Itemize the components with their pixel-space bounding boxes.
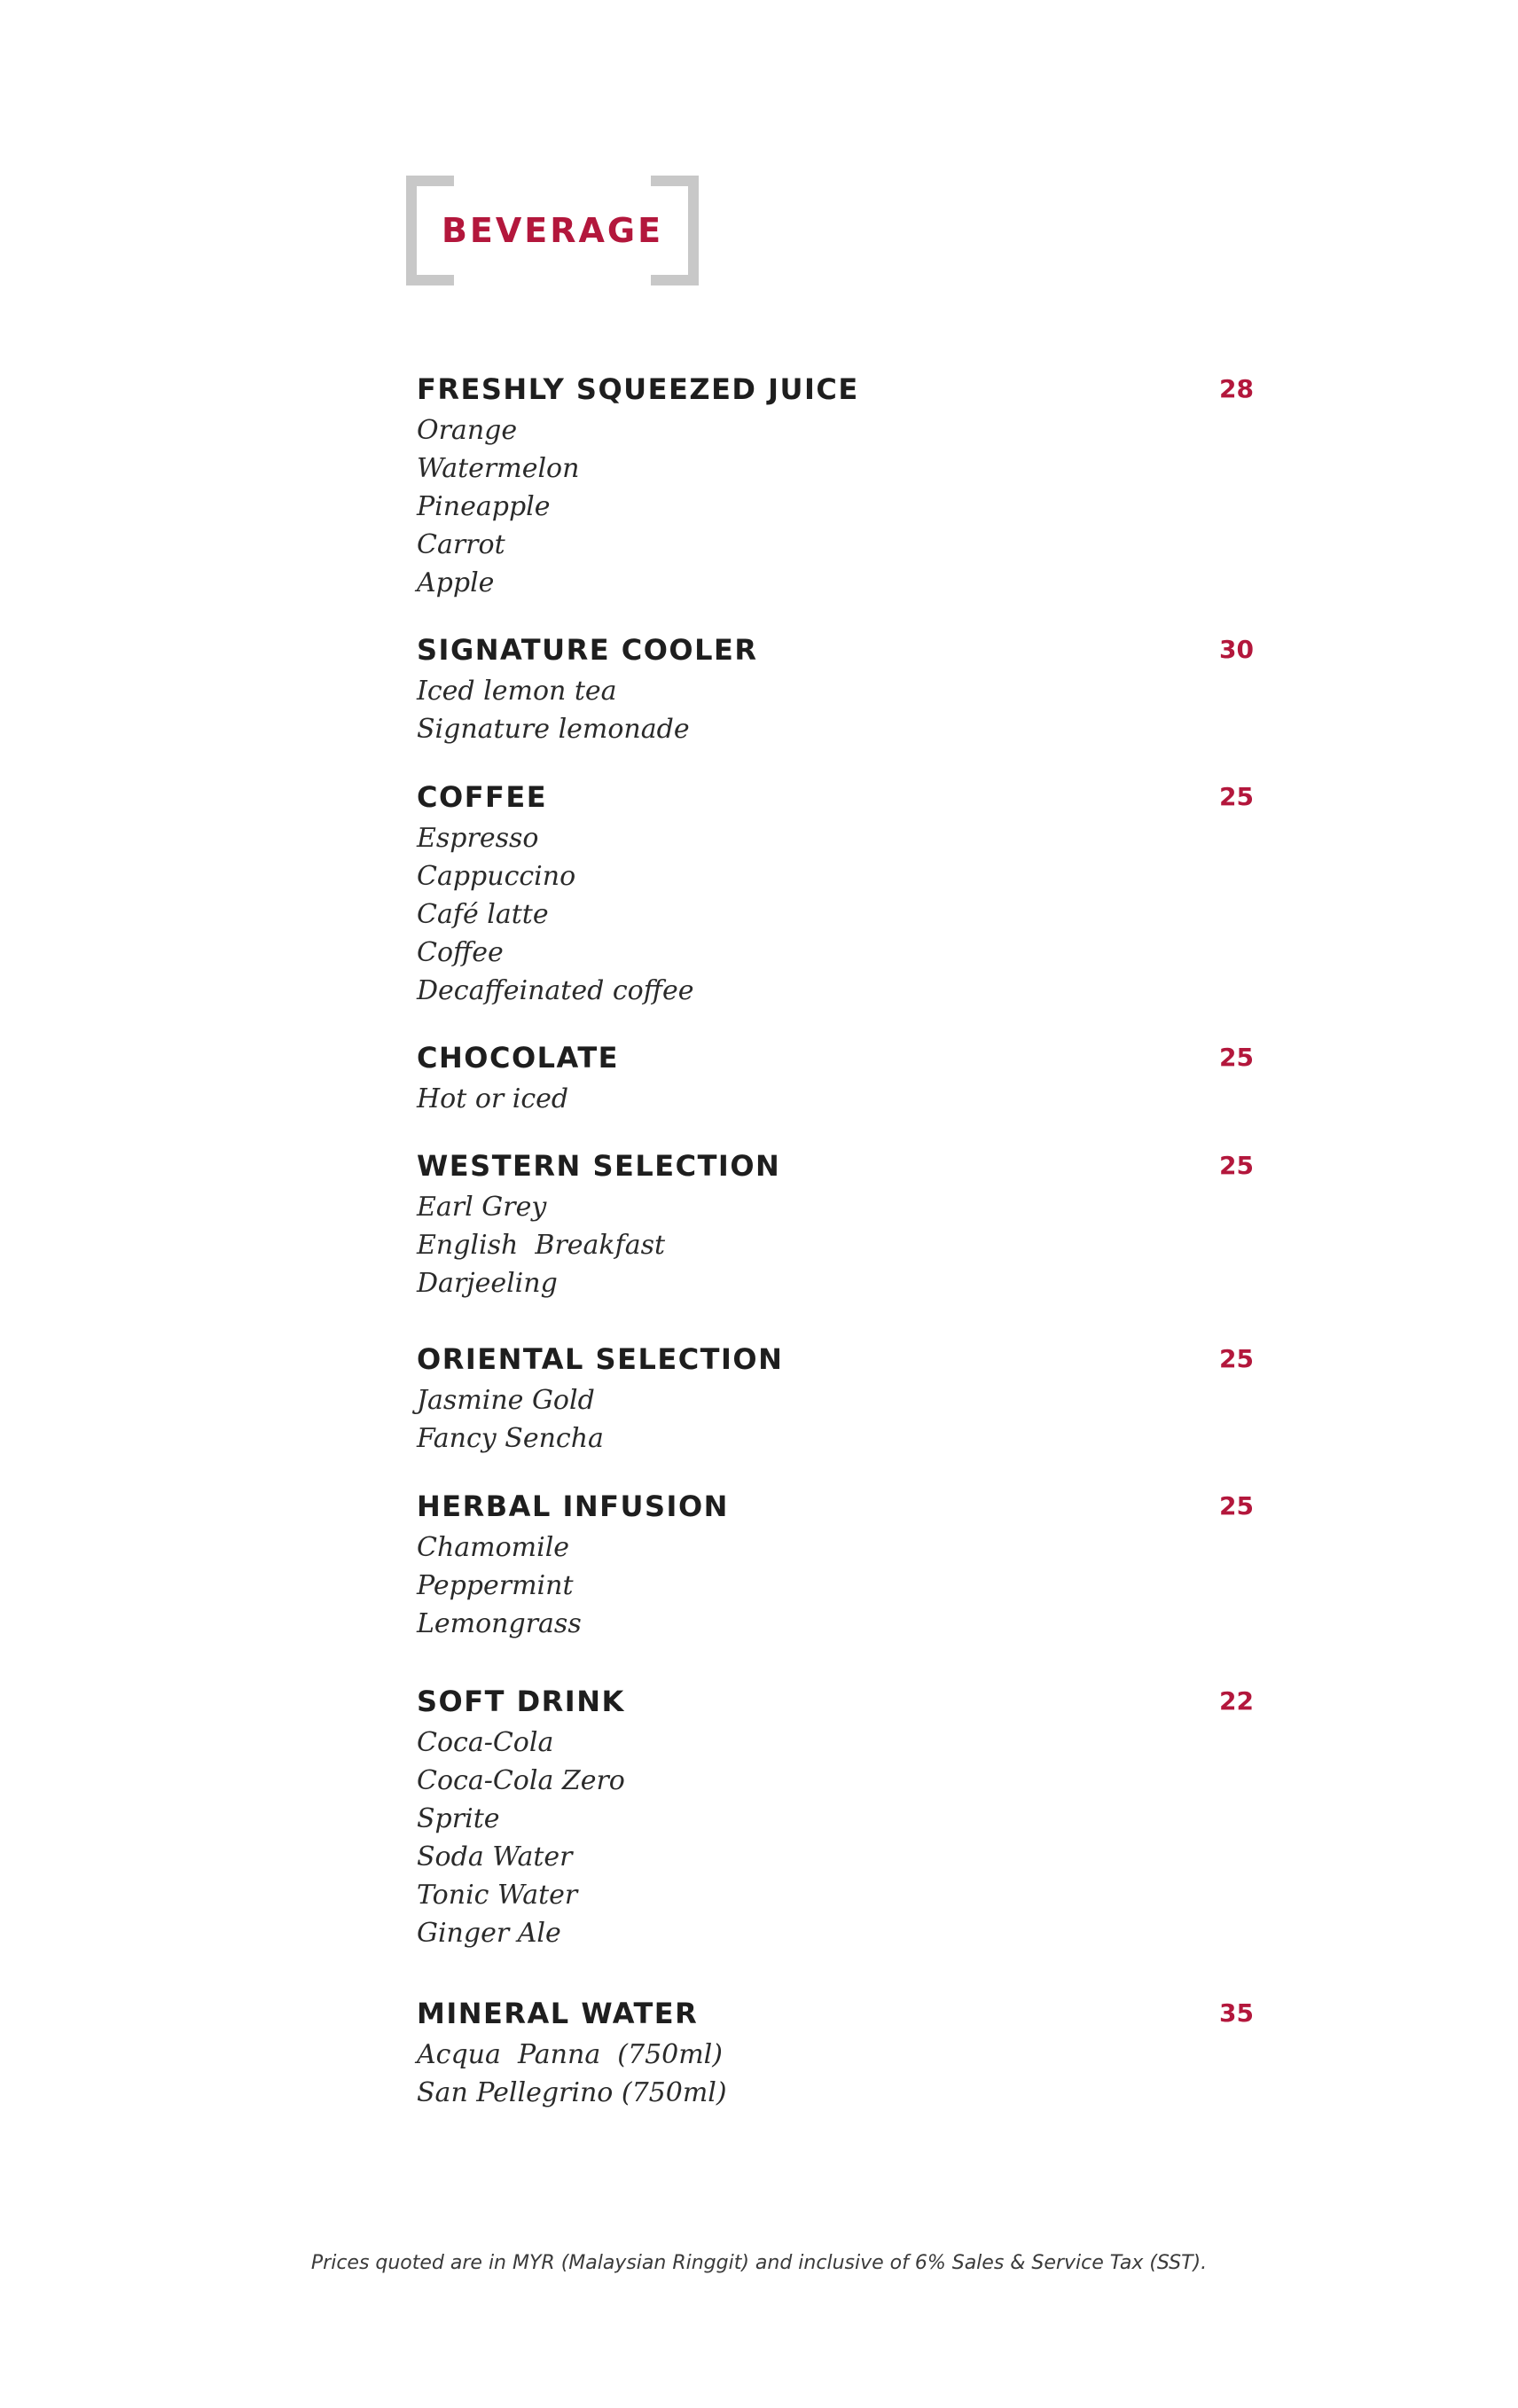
list-item: Café latte	[417, 899, 549, 930]
list-item: Signature lemonade	[417, 714, 690, 745]
list-item: Peppermint	[417, 1570, 574, 1601]
list-item: English Breakfast	[417, 1230, 666, 1261]
section-title: FRESHLY SQUEEZED JUICE	[417, 372, 859, 406]
list-item: Coffee	[417, 937, 504, 968]
list-item: Carrot	[417, 529, 505, 560]
section-title: CHOCOLATE	[417, 1041, 620, 1075]
list-item: Earl Grey	[417, 1192, 547, 1223]
section-price: 25	[1219, 1344, 1254, 1373]
section-title: SIGNATURE COOLER	[417, 633, 758, 667]
section-price: 30	[1219, 635, 1254, 664]
list-item: Cappuccino	[417, 861, 576, 892]
list-item: Orange	[417, 415, 518, 446]
section-freshly-squeezed-juice	[417, 372, 1254, 602]
section-title: MINERAL WATER	[417, 1997, 699, 2030]
list-item: Sprite	[417, 1803, 500, 1834]
list-item: Watermelon	[417, 453, 580, 484]
section-price: 25	[1219, 782, 1254, 811]
section-price: 22	[1219, 1686, 1254, 1716]
list-item: Acqua Panna (750ml)	[417, 2039, 723, 2070]
list-item: Pineapple	[417, 491, 551, 522]
section-soft-drink	[417, 1685, 1254, 1952]
list-item: Coca-Cola	[417, 1727, 554, 1758]
section-herbal-infusion	[417, 1489, 1254, 1643]
list-item: Jasmine Gold	[417, 1385, 595, 1416]
section-title: SOFT DRINK	[417, 1685, 625, 1718]
list-item: Apple	[417, 567, 495, 598]
list-item: Tonic Water	[417, 1880, 578, 1911]
list-item: Iced lemon tea	[417, 676, 617, 707]
list-item: Lemongrass	[417, 1608, 582, 1639]
list-item: Darjeeling	[417, 1268, 558, 1299]
page-title: BEVERAGE	[441, 211, 664, 250]
list-item: Decaffeinated coffee	[417, 975, 694, 1006]
section-title: WESTERN SELECTION	[417, 1149, 781, 1183]
section-oriental-selection	[417, 1342, 1254, 1458]
section-western-selection	[417, 1149, 1254, 1302]
section-price: 25	[1219, 1491, 1254, 1521]
section-price: 25	[1219, 1151, 1254, 1180]
list-item: Espresso	[417, 823, 539, 854]
list-item: Coca-Cola Zero	[417, 1765, 625, 1796]
list-item: Chamomile	[417, 1532, 570, 1563]
section-price: 35	[1219, 1998, 1254, 2028]
section-coffee	[417, 780, 1254, 1010]
section-chocolate	[417, 1041, 1254, 1118]
list-item: Ginger Ale	[417, 1918, 561, 1949]
list-item: Soda Water	[417, 1841, 573, 1872]
list-item: Fancy Sencha	[417, 1423, 604, 1454]
section-title: ORIENTAL SELECTION	[417, 1342, 784, 1376]
section-price: 25	[1219, 1043, 1254, 1072]
title-frame	[406, 176, 699, 285]
list-item: San Pellegrino (750ml)	[417, 2077, 727, 2108]
section-title: HERBAL INFUSION	[417, 1489, 729, 1523]
list-item: Hot or iced	[417, 1083, 569, 1114]
section-title: COFFEE	[417, 780, 548, 814]
price-footnote: Prices quoted are in MYR (Malaysian Ringgit) and inclusive of 6% Sales & Service Tax (SST).	[310, 2252, 1208, 2274]
section-signature-cooler	[417, 633, 1254, 748]
section-mineral-water	[417, 1997, 1254, 2112]
section-price: 28	[1219, 374, 1254, 403]
